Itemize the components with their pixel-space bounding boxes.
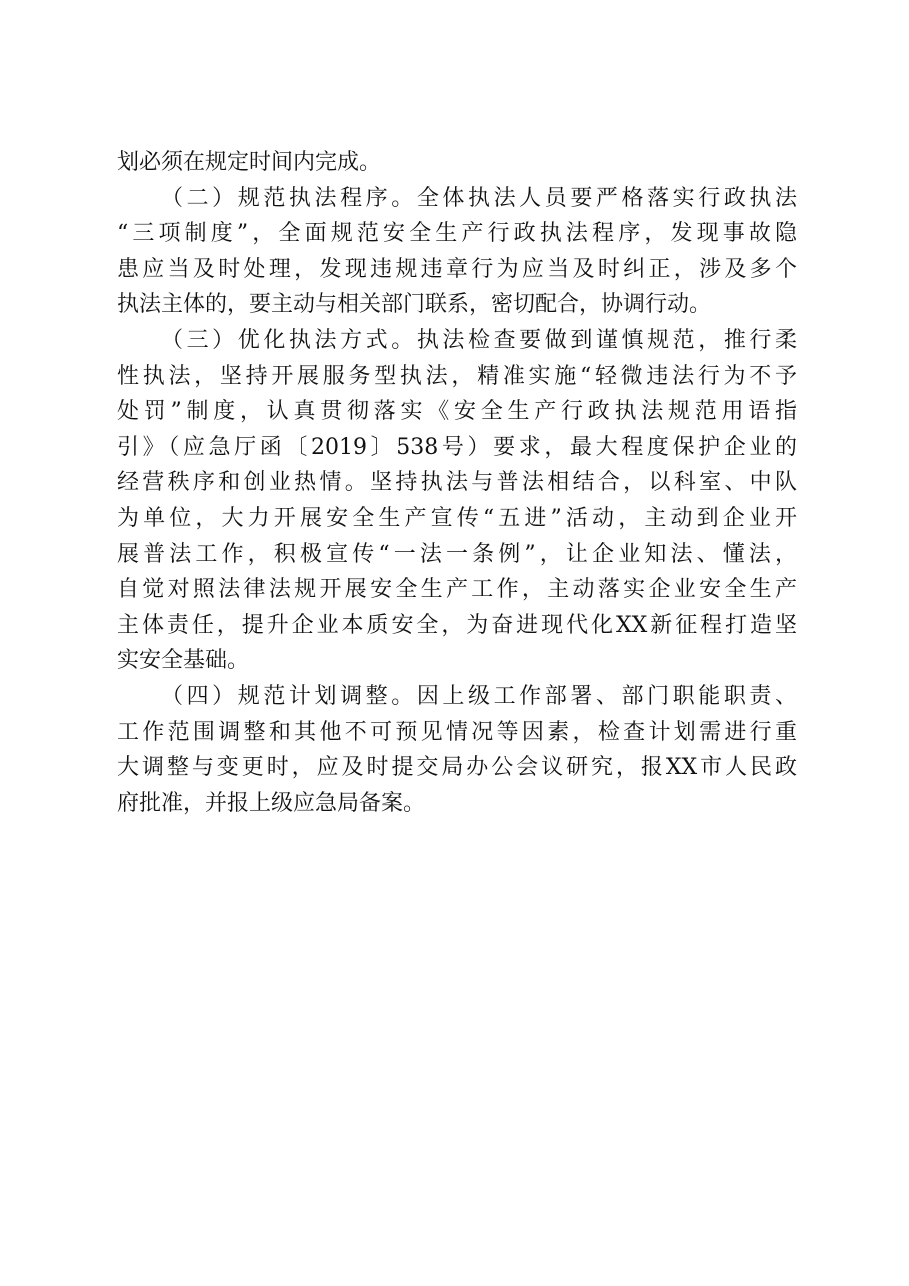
- paragraph-line: 实安全基础。: [117, 648, 250, 674]
- paragraph-line: “三项制度”，全面规范安全生产行政执法程序，发现事故隐: [117, 221, 797, 247]
- paragraph-line: 展普法工作，积极宣传“一法一条例”，让企业知法、懂法，: [117, 541, 797, 567]
- paragraph-line: 执法主体的，要主动与相关部门联系，密切配合，协调行动。: [117, 292, 712, 318]
- paragraph-line: 患应当及时处理，发现违规违章行为应当及时纠正，涉及多个: [117, 256, 797, 282]
- paragraph-line: （四）规范计划调整。因上级工作部署、部门职能职责、: [161, 683, 797, 709]
- paragraph-line: 大调整与变更时，应及时提交局办公会议研究，报XX市人民政: [117, 755, 797, 781]
- paragraph-line: 自觉对照法律法规开展安全生产工作，主动落实企业安全生产: [117, 577, 797, 603]
- paragraph-line: 府批准，并报上级应急局备案。: [117, 790, 426, 816]
- paragraph-line: 为单位，大力开展安全生产宣传“五进”活动，主动到企业开: [117, 505, 797, 531]
- paragraph-line: （二）规范执法程序。全体执法人员要严格落实行政执法: [161, 185, 797, 211]
- paragraph-line: 工作范围调整和其他不可预见情况等因素，检查计划需进行重: [117, 719, 797, 745]
- paragraph-line: 主体责任，提升企业本质安全，为奋进现代化XX新征程打造坚: [117, 612, 797, 638]
- paragraph-line: 划必须在规定时间内完成。: [117, 150, 382, 175]
- paragraph-line: 引》（应急厅函〔2019〕538号）要求，最大程度保护企业的: [117, 434, 797, 460]
- paragraph-line: （三）优化执法方式。执法检查要做到谨慎规范，推行柔: [161, 327, 797, 353]
- paragraph-line: 经营秩序和创业热情。坚持执法与普法相结合，以科室、中队: [117, 470, 797, 496]
- paragraph-line: 处罚”制度，认真贯彻落实《安全生产行政执法规范用语指: [117, 399, 797, 425]
- paragraph-line: 性执法，坚持开展服务型执法，精准实施“轻微违法行为不予: [117, 363, 797, 389]
- document-body: [117, 145, 797, 821]
